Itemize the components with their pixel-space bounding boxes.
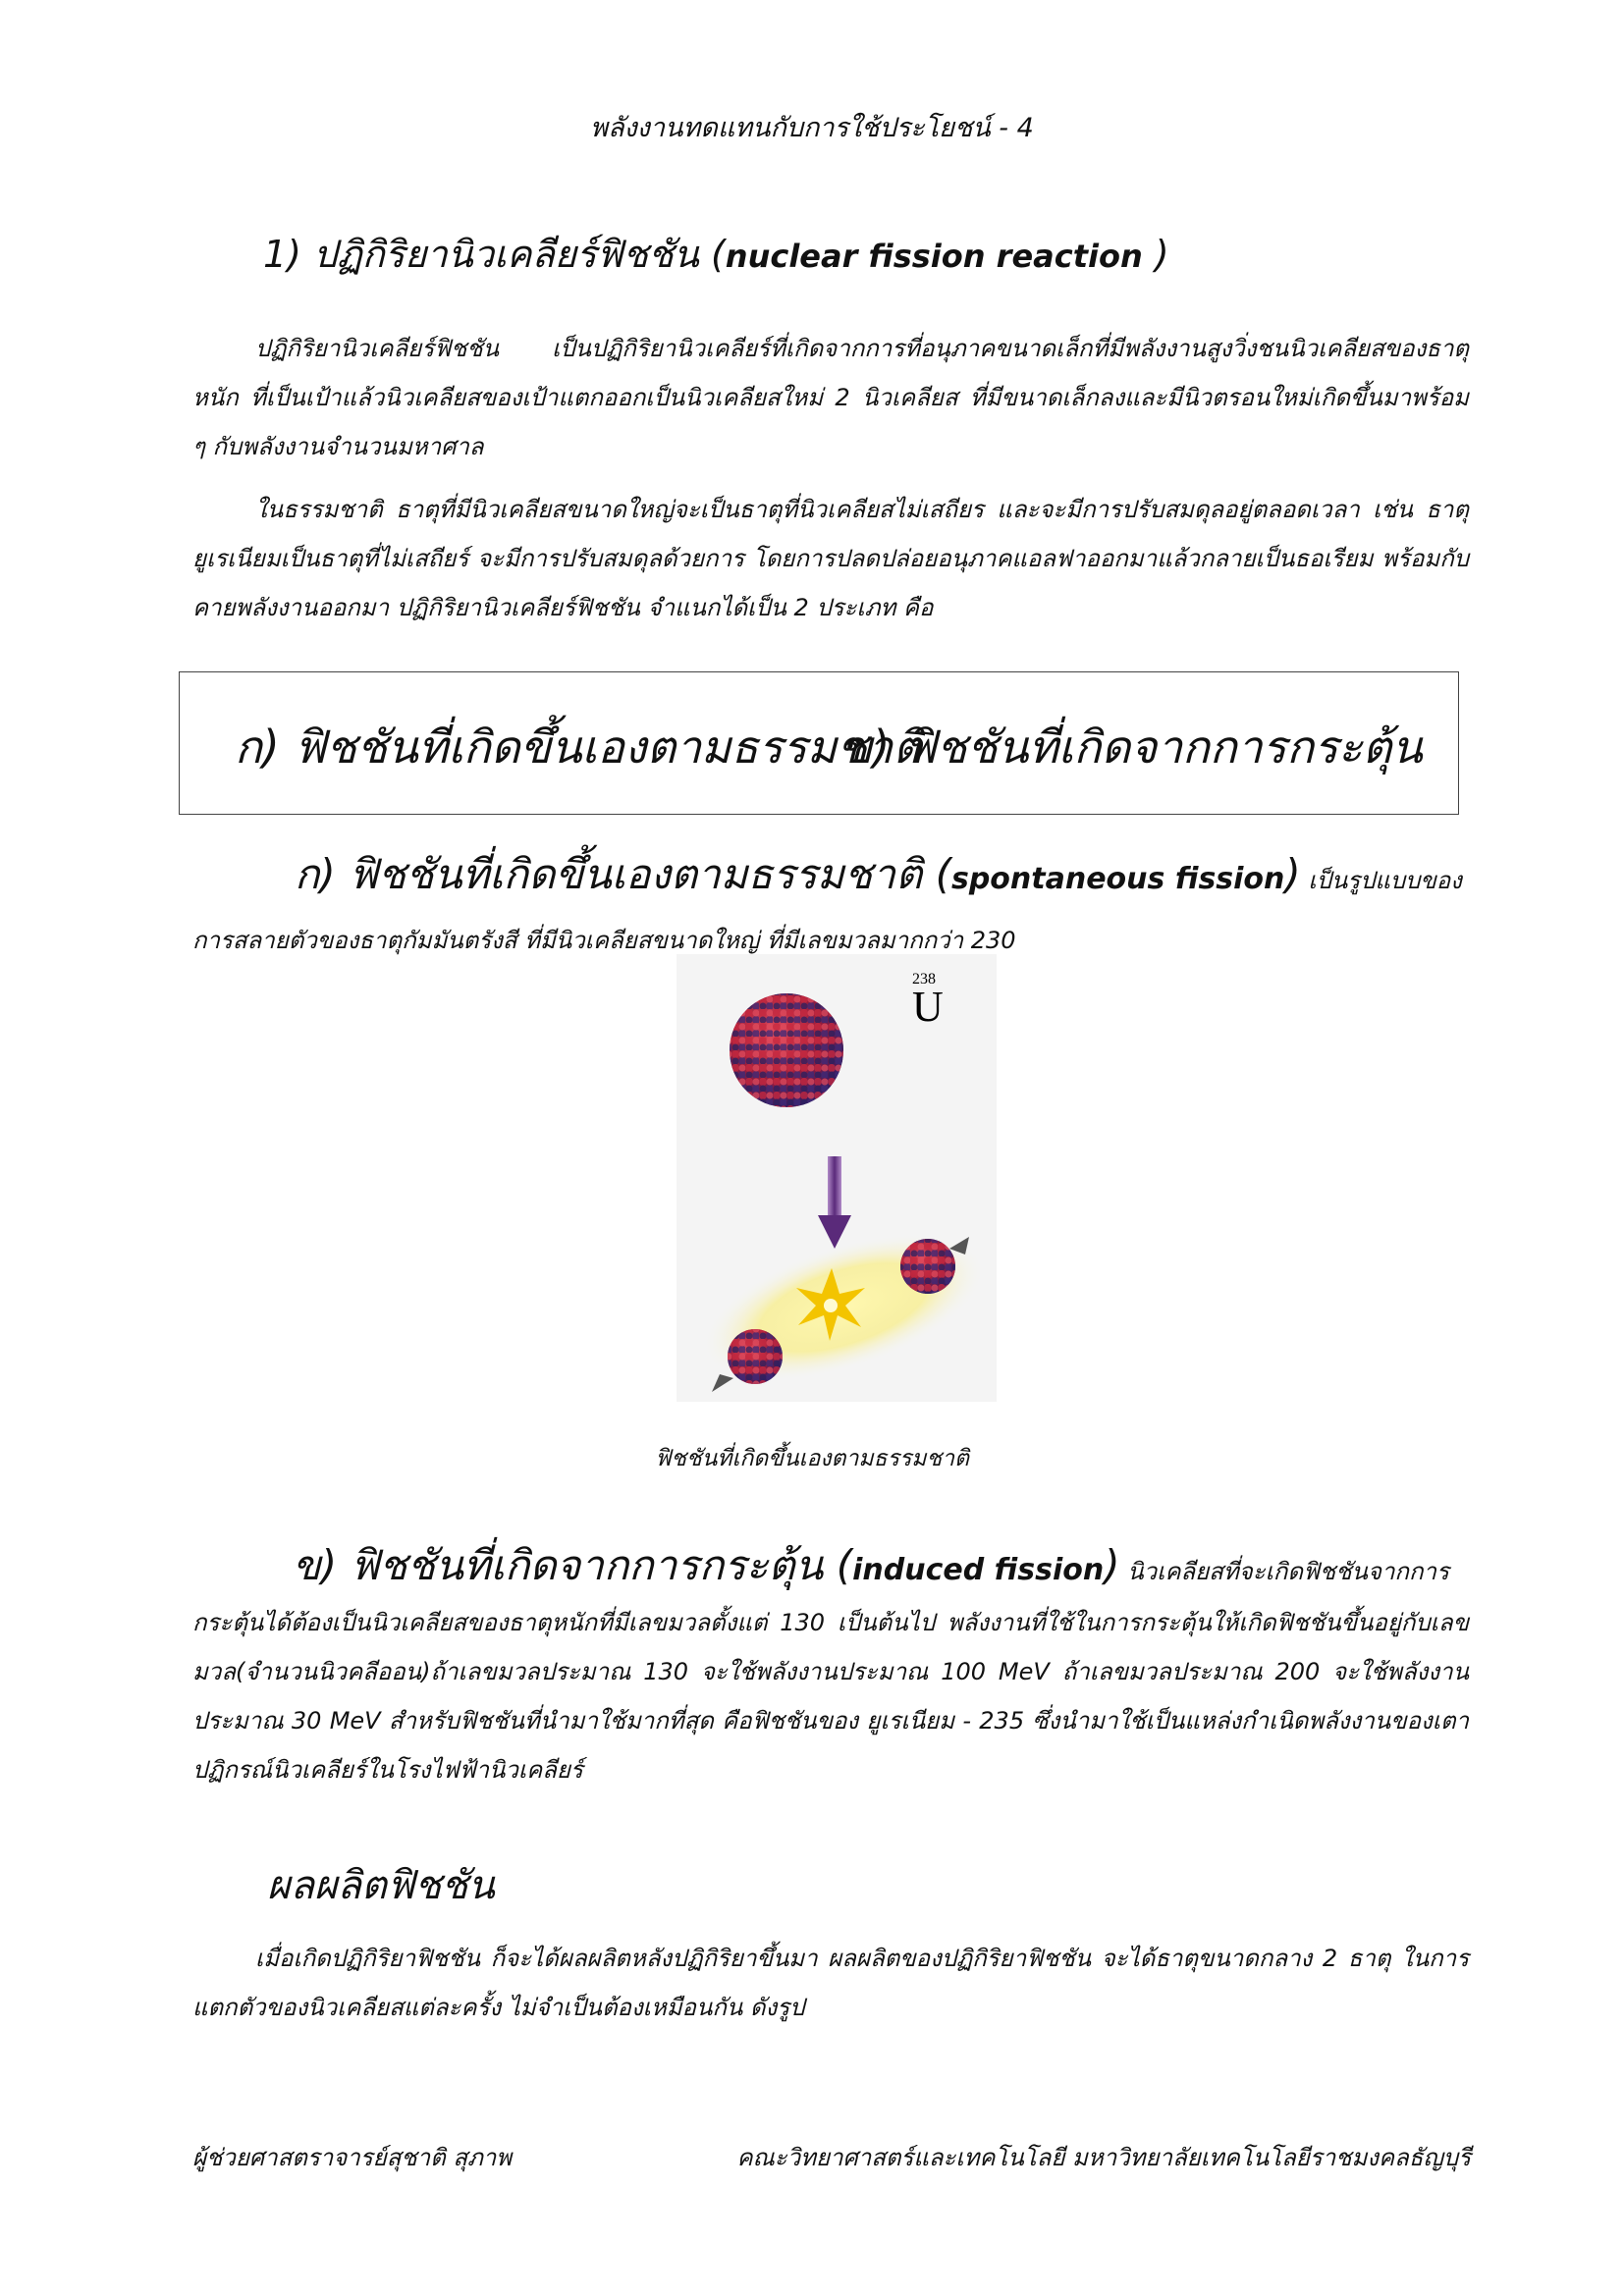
section-title-fission — [263, 224, 1169, 284]
spontaneous-heading — [295, 842, 1462, 907]
induced-body: กระตุ้นได้ต้องเป็นนิวเคลียสของธาตุหนักที่มีเลขมวลตั้งแต่ 130 เป็นต้นไป พลังงานที่ใช้ในการกระตุ้นให้เกิดฟิชชันขึ้นอยู่กับเลขมวล(จำนวนนิวคลีออน)ถ้าเลขมวลประมาณ 130 จะใช้พลังงานประมาณ 100 MeV ถ้าเลขมวลประมาณ 200 จะใช้พลังงานประมาณ 30 MeV สำหรับฟิชชันที่นำมาใช้มากที่สุด คือฟิชชันของ ยูเรเนียม - 235 ซึ่งนำมาใช้เป็นแหล่งกำเนิดพลังงานของเตาปฏิกรณ์นิวเคลียร์ในโรงไฟฟ้านิวเคลียร์ — [192, 1609, 1469, 1784]
element-symbol-label: U — [912, 983, 944, 1031]
paragraph-definition — [192, 324, 1469, 471]
section-title-close: ) — [1142, 233, 1169, 276]
fission-illustration — [677, 954, 997, 1402]
induced-title-close: ) — [1104, 1541, 1120, 1589]
page-header: พลังงานทดแทนกับการใช้ประโยชน์ - 4 — [590, 113, 1034, 143]
products-heading: ผลผลิตฟิชชัน — [267, 1863, 495, 1908]
mass-number-label: 238 — [912, 971, 936, 988]
figure-caption: ฟิชชันที่เกิดขึ้นเองตามธรรมชาติ — [655, 1446, 969, 1471]
products-body — [192, 1934, 1469, 2032]
spontaneous-title-th: ก) ฟิชชันที่เกิดขึ้นเองตามธรรมชาติ ( — [295, 850, 951, 898]
induced-heading — [293, 1533, 1449, 1598]
paragraph-nature-text: ในธรรมชาติ ธาตุที่มีนิวเคลียสขนาดใหญ่จะเป็นธาตุที่นิวเคลียสไม่เสถียร และจะมีการปรับสมดุลอยู่ตลอดเวลา เช่น ธาตุยูเรเนียมเป็นธาตุที่ไม่เสถียร์ จะมีการปรับสมดุลด้วยการ โดยการปลดปล่อยอนุภาคแอลฟาออกมาแล้วกลายเป็นธอเรียม พร้อมกับคายพลังงานออกมา ปฏิกิริยานิวเคลียร์ฟิชชัน จำแนกได้เป็น 2 ประเภท คือ — [192, 496, 1469, 621]
fission-type-induced: ข) ฟิชชันที่เกิดจากการกระตุ้น — [841, 721, 1423, 774]
down-arrow-icon — [818, 1156, 851, 1249]
fission-type-spontaneous: ก) ฟิชชันที่เกิดขึ้นเองตามธรรมชาติ — [235, 721, 923, 774]
products-body-text: เมื่อเกิดปฏิกิริยาฟิชชัน ก็จะได้ผลผลิตหลังปฏิกิริยาขึ้นมา ผลผลิตของปฏิกิริยาฟิชชัน จะได้ธาตุขนาดกลาง 2 ธาตุ ในการแตกตัวของนิวเคลียสแต่ละครั้ง ไม่จำเป็นต้องเหมือนกัน ดังรูป — [192, 1945, 1469, 2021]
fission-figure — [677, 954, 997, 1402]
paragraph-definition-text: ปฏิกิริยานิวเคลียร์ฟิชชัน เป็นปฏิกิริยานิวเคลียร์ที่เกิดจากการที่อนุภาคขนาดเล็กที่มีพลังงานสูงวิ่งชนนิวเคลียสของธาตุหนัก ที่เป็นเป้าแล้วนิวเคลียสของเป้าแตกออกเป็นนิวเคลียสใหม่ 2 นิวเคลียส ที่มีขนาดเล็กลงและมีนิวตรอนใหม่เกิดขึ้นมาพร้อม ๆ กับพลังงานจำนวนมหาศาล — [192, 335, 1469, 460]
footer-author: ผู้ช่วยศาสตราจารย์สุชาติ สุภาพ — [192, 2144, 513, 2171]
section-title-en: nuclear fission reaction — [725, 238, 1143, 275]
paragraph-nature — [192, 485, 1469, 632]
spontaneous-title-close: ) — [1284, 850, 1301, 898]
fission-types-box — [179, 671, 1459, 815]
induced-tail: นิวเคลียสที่จะเกิดฟิชชันจากการ — [1119, 1558, 1449, 1585]
footer-institution: คณะวิทยาศาสตร์และเทคโนโลยี มหาวิทยาลัยเทคโนโลยีราชมงคลธัญบุรี — [736, 2144, 1471, 2171]
spontaneous-tail: เป็นรูปแบบของ — [1300, 867, 1462, 894]
spontaneous-line2: การสลายตัวของธาตุกัมมันตรังสี ที่มีนิวเคลียสขนาดใหญ่ ที่มีเลขมวลมากกว่า 230 — [192, 927, 1016, 954]
induced-title-th: ข) ฟิชชันที่เกิดจากการกระตุ้น ( — [293, 1541, 853, 1589]
spontaneous-title-en: spontaneous fission — [950, 862, 1285, 896]
fragment-arrow-icon — [712, 1374, 733, 1392]
induced-title-en: induced fission — [852, 1553, 1105, 1587]
section-title-th: 1) ปฏิกิริยานิวเคลียร์ฟิชชัน ( — [263, 233, 726, 276]
